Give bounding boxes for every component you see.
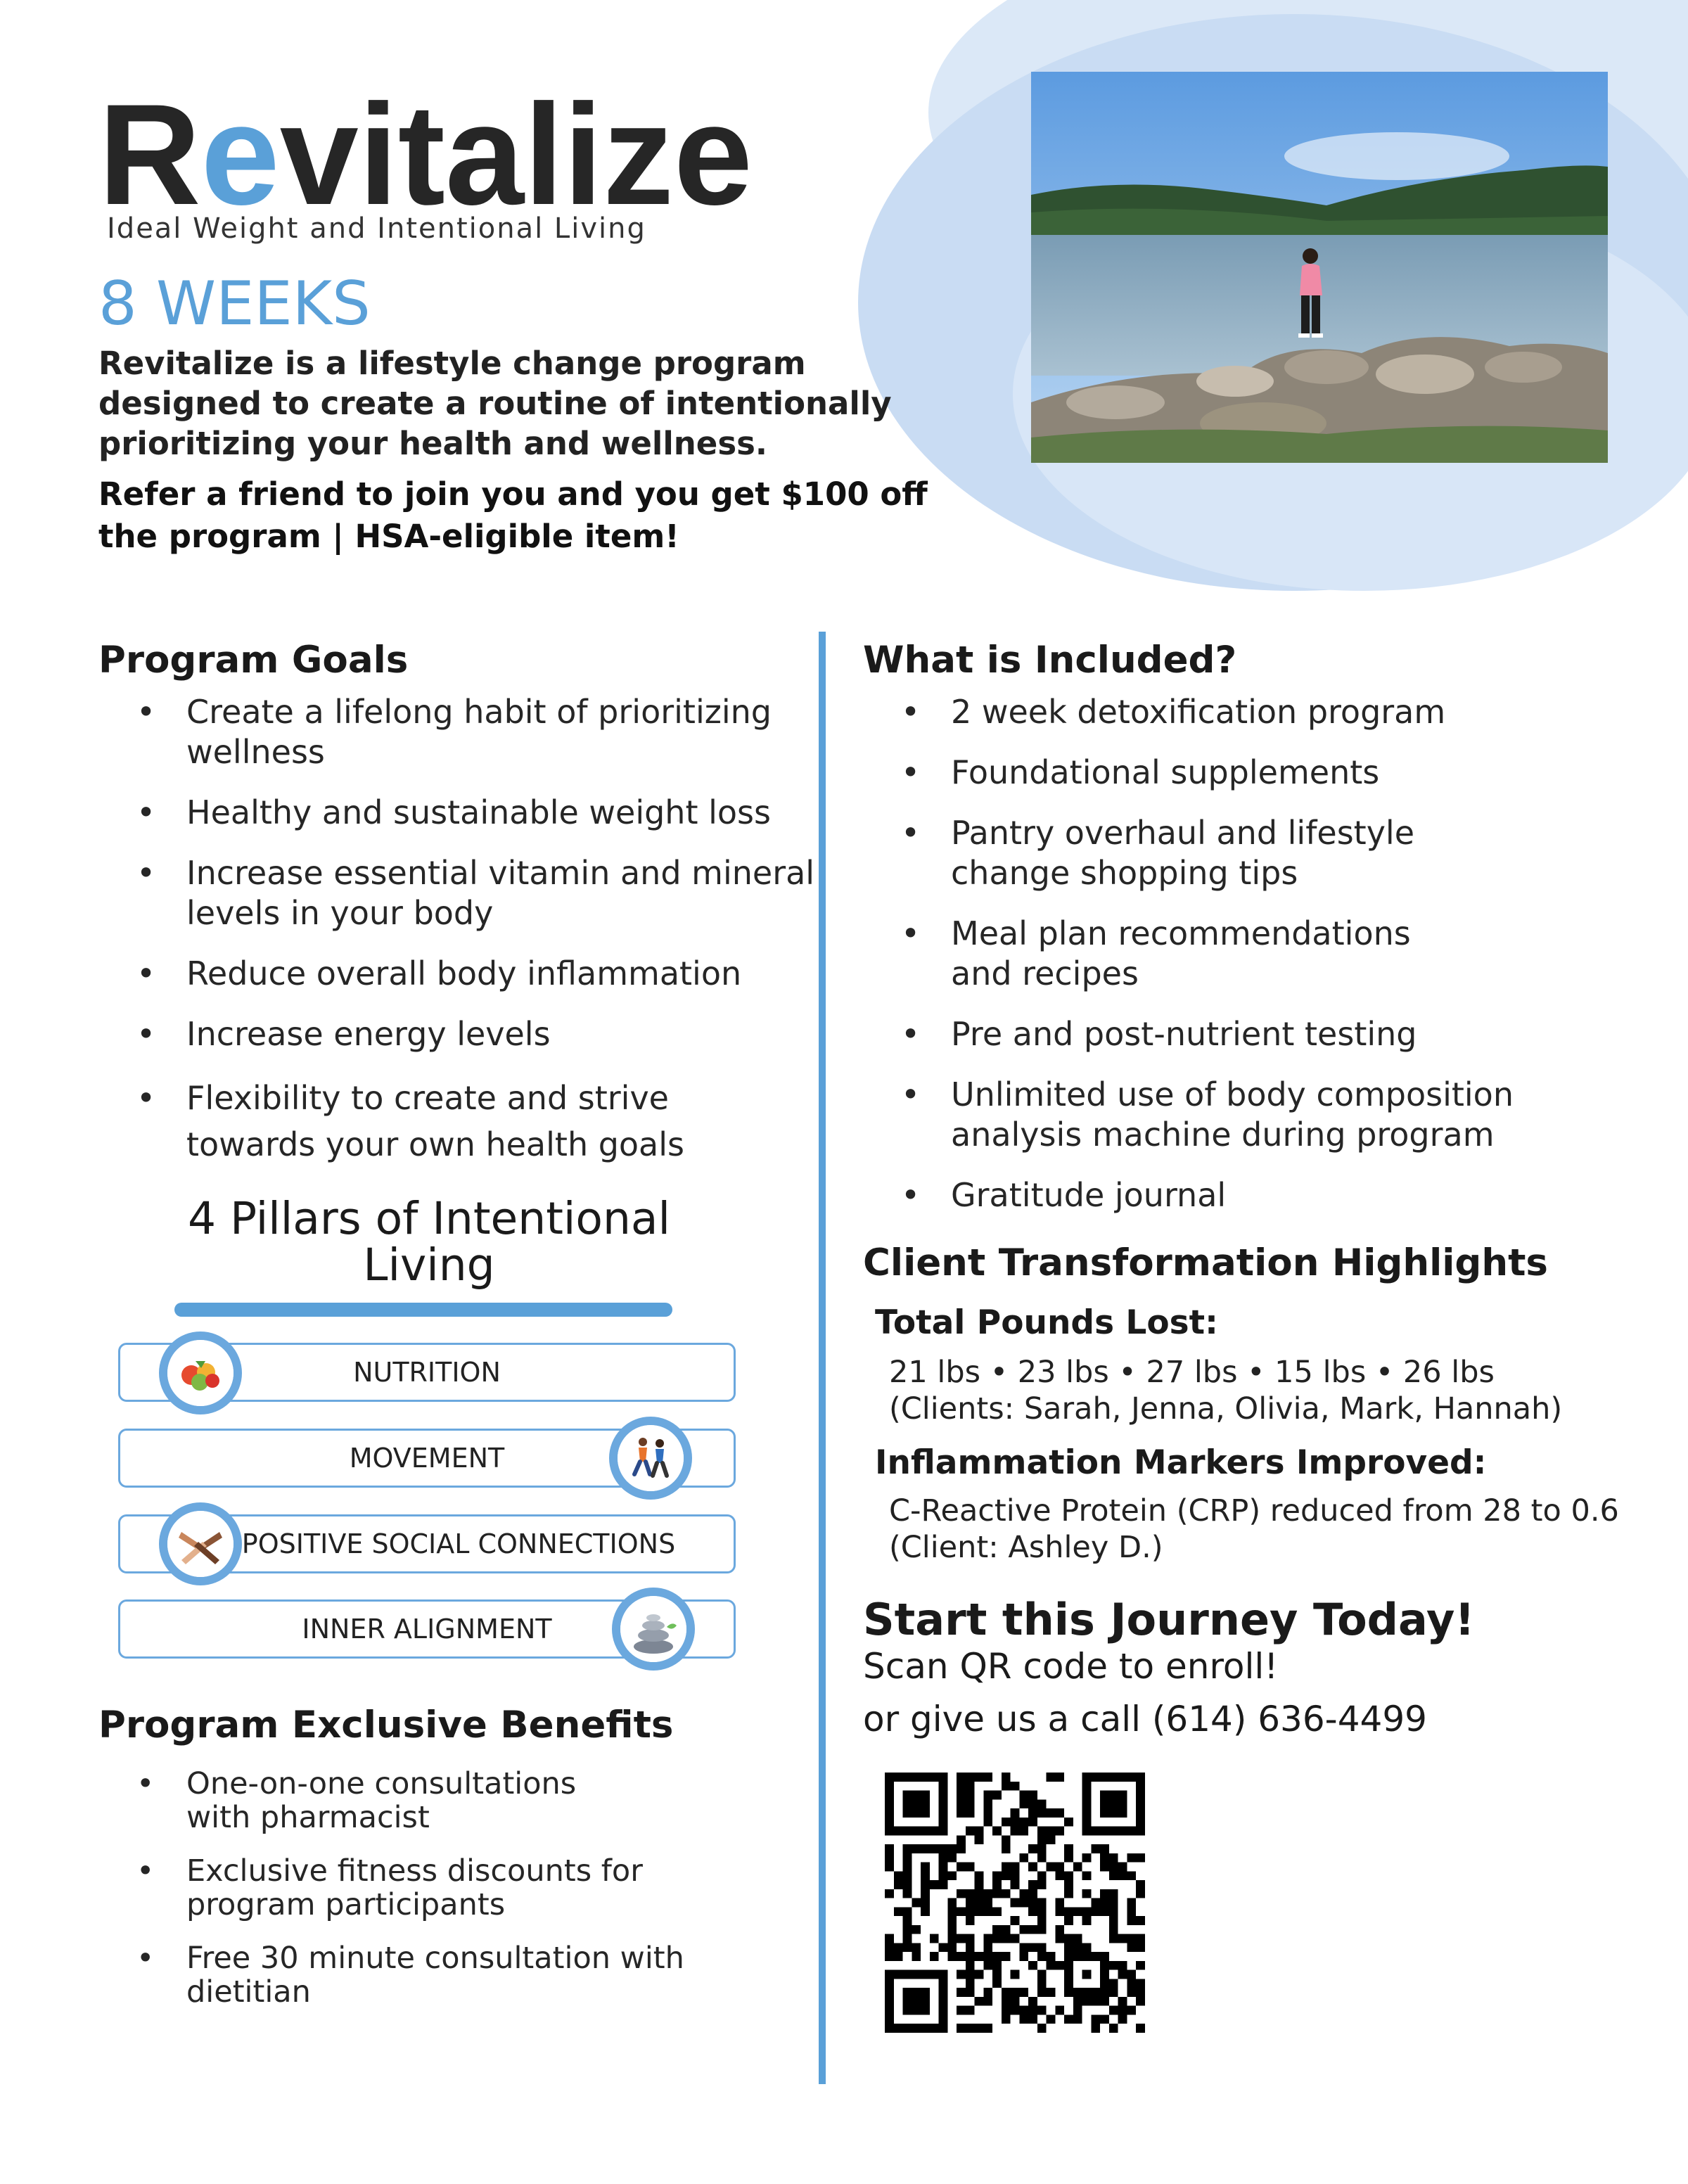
brand-tagline: Ideal Weight and Intentional Living (107, 212, 646, 245)
enroll-qr-code[interactable] (885, 1773, 1145, 2033)
phone-contact[interactable]: or give us a call (614) 636-4499 (863, 1699, 1427, 1739)
list-item (98, 954, 816, 994)
included-text: Meal plan recommendations and recipes (951, 914, 1411, 992)
pounds-lost-values (889, 1354, 1562, 1427)
logo-letter-r: Revitalize (98, 84, 754, 218)
goal-text: Healthy and sustainable weight loss (186, 793, 771, 831)
bullet: • (901, 1176, 921, 1214)
benefits-heading: Program Exclusive Benefits (98, 1704, 674, 1746)
included-list (863, 692, 1665, 1215)
inflammation-values (889, 1493, 1619, 1566)
goal-text: Increase essential vitamin and mineral levels in your body (186, 854, 815, 932)
program-goals-list (98, 692, 816, 1168)
goal-text: Create a lifelong habit of prioritizing wellness (186, 693, 772, 771)
balanced-stones-icon (612, 1588, 695, 1671)
hero-photo-lake (1031, 72, 1608, 463)
pillars-title: 4 Pillars of Intentional Living (187, 1193, 671, 1291)
list-item (863, 1014, 1665, 1054)
runners-icon (609, 1417, 692, 1500)
list-item (863, 692, 1665, 732)
inflammation-heading: Inflammation Markers Improved: (875, 1443, 1487, 1482)
scan-instruction: Scan QR code to enroll! (863, 1646, 1279, 1687)
pounds-lost-clients: (Clients: Sarah, Jenna, Olivia, Mark, Hannah) (889, 1391, 1563, 1426)
revitalize-logo (98, 84, 767, 218)
goal-text: Flexibility to create and strive towards your own health goals (186, 1079, 684, 1163)
list-item (863, 1075, 1665, 1155)
bullet: • (901, 753, 921, 791)
bullet: • (136, 1853, 155, 1889)
included-text: Pre and post-nutrient testing (951, 1015, 1417, 1053)
cta-heading: Start this Journey Today! (863, 1594, 1475, 1645)
list-item (98, 1767, 816, 1834)
referral-offer: Refer a friend to join you and you get $100 off the program | HSA-eligible item! (98, 475, 928, 555)
joined-hands-icon (159, 1502, 242, 1585)
benefit-text: Exclusive fitness discounts for program participants (186, 1853, 643, 1922)
program-duration: 8 WEEKS (98, 269, 371, 339)
list-item (98, 793, 816, 833)
list-item (98, 1941, 816, 2009)
crp-result: C-Reactive Protein (CRP) reduced from 28 to 0.6 (889, 1493, 1619, 1528)
included-text: Unlimited use of body composition analysis machine during program (951, 1075, 1514, 1154)
benefit-text: Free 30 minute consultation with dietitian (186, 1941, 684, 2010)
list-item (863, 914, 1665, 994)
pillars-underline (174, 1303, 672, 1317)
pounds-lost-list: 21 lbs • 23 lbs • 27 lbs • 15 lbs • 26 lbs (889, 1355, 1495, 1390)
program-intro: Revitalize is a lifestyle change program designed to create a routine of intentionally prioritizing your health and wellness. (98, 345, 892, 462)
bullet: • (136, 1941, 155, 1976)
bullet: • (901, 814, 921, 852)
list-item (98, 1014, 816, 1054)
list-item (863, 1175, 1665, 1215)
list-item (98, 853, 816, 933)
goal-text: Reduce overall body inflammation (186, 954, 742, 992)
bullet: • (901, 1015, 921, 1053)
benefit-text: One-on-one consultations with pharmacist (186, 1766, 577, 1835)
pillar-label: POSITIVE SOCIAL CONNECTIONS (241, 1528, 676, 1559)
included-text: 2 week detoxification program (951, 693, 1446, 731)
goal-text: Increase energy levels (186, 1015, 551, 1053)
list-item (98, 692, 816, 772)
bullet: • (136, 1766, 155, 1801)
bullet: • (136, 954, 156, 992)
list-item (98, 1075, 816, 1168)
bullet: • (901, 1075, 921, 1113)
bullet: • (136, 1079, 156, 1117)
benefits-list (98, 1767, 816, 2009)
bullet: • (901, 914, 921, 952)
included-text: Foundational supplements (951, 753, 1380, 791)
list-item (863, 753, 1665, 793)
pounds-lost-heading: Total Pounds Lost: (875, 1303, 1218, 1342)
bullet: • (136, 1015, 156, 1053)
bullet: • (901, 693, 921, 731)
list-item (98, 1854, 816, 1922)
pillar-label: INNER ALIGNMENT (302, 1614, 552, 1645)
included-heading: What is Included? (863, 639, 1237, 682)
bullet: • (136, 793, 156, 831)
program-goals-heading: Program Goals (98, 639, 409, 682)
included-text: Pantry overhaul and lifestyle change shopping tips (951, 814, 1415, 892)
crp-client: (Client: Ashley D.) (889, 1530, 1163, 1565)
bullet: • (136, 693, 156, 731)
bullet: • (136, 854, 156, 892)
included-text: Gratitude journal (951, 1176, 1227, 1214)
list-item (863, 813, 1665, 893)
pillar-label: MOVEMENT (349, 1443, 505, 1474)
column-divider (819, 632, 826, 2084)
pillar-label: NUTRITION (353, 1357, 501, 1388)
highlights-heading: Client Transformation Highlights (863, 1241, 1548, 1284)
fruit-basket-icon (159, 1332, 242, 1415)
